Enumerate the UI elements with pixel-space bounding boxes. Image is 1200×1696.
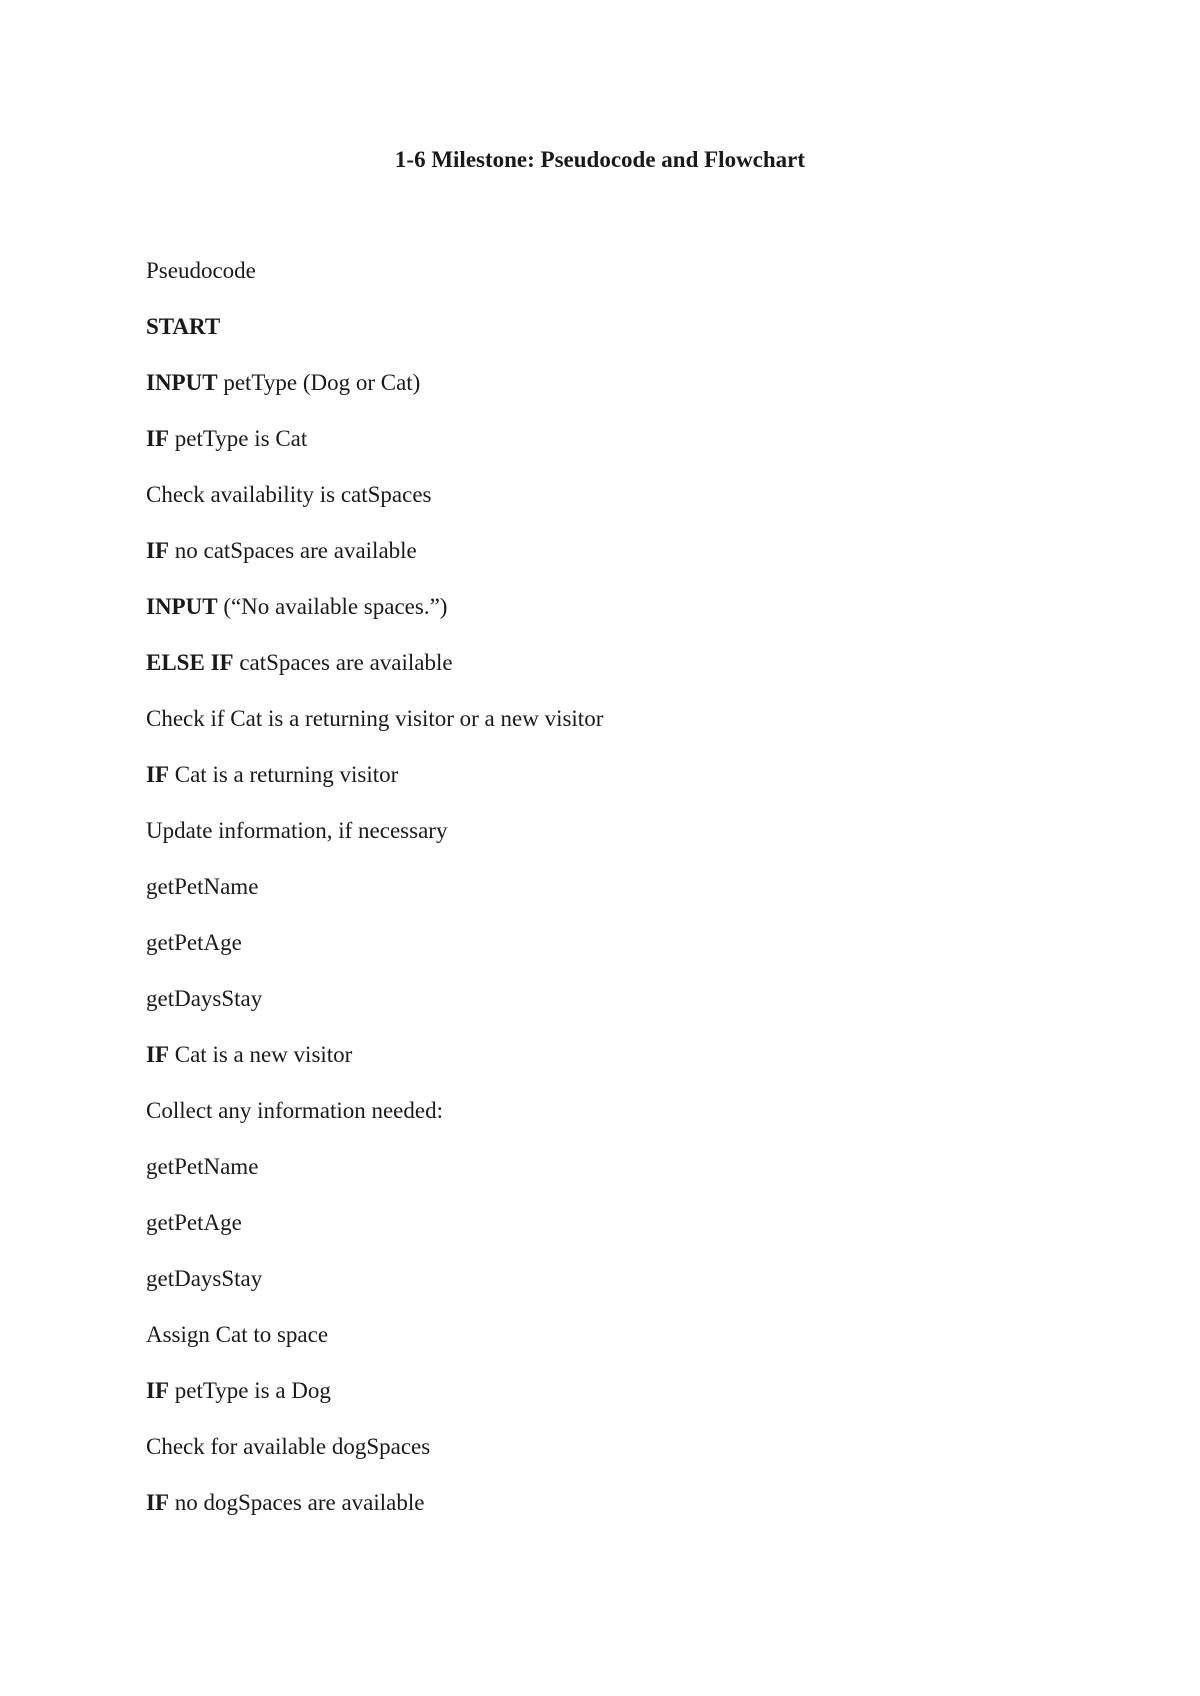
pseudocode-keyword: INPUT bbox=[146, 594, 218, 619]
pseudocode-text: Pseudocode bbox=[146, 258, 256, 283]
pseudocode-text: Assign Cat to space bbox=[146, 1322, 329, 1347]
pseudocode-text: getPetAge bbox=[146, 930, 242, 955]
pseudocode-text: Collect any information needed: bbox=[146, 1098, 443, 1123]
pseudocode-keyword: ELSE IF bbox=[146, 650, 234, 675]
pseudocode-line bbox=[146, 368, 1146, 424]
pseudocode-line bbox=[146, 1376, 1146, 1432]
pseudocode-line bbox=[146, 1208, 1146, 1264]
pseudocode-text: (“No available spaces.”) bbox=[217, 594, 448, 619]
document-title: 1-6 Milestone: Pseudocode and Flowchart bbox=[394, 147, 806, 172]
pseudocode-line bbox=[146, 1488, 1146, 1544]
pseudocode-text: Check if Cat is a returning visitor or a new visitor bbox=[146, 706, 604, 731]
pseudocode-line bbox=[146, 592, 1146, 648]
pseudocode-text: no dogSpaces are available bbox=[169, 1490, 425, 1515]
pseudocode-line bbox=[146, 424, 1146, 480]
pseudocode-line bbox=[146, 480, 1146, 536]
pseudocode-text: no catSpaces are available bbox=[169, 538, 417, 563]
pseudocode-line bbox=[146, 816, 1146, 872]
pseudocode-text: Check availability is catSpaces bbox=[146, 482, 432, 507]
pseudocode-text: Update information, if necessary bbox=[146, 818, 448, 843]
pseudocode-line bbox=[146, 760, 1146, 816]
pseudocode-line bbox=[146, 1040, 1146, 1096]
pseudocode-line bbox=[146, 872, 1146, 928]
pseudocode-text: getPetName bbox=[146, 1154, 259, 1179]
pseudocode-line bbox=[146, 1264, 1146, 1320]
pseudocode-keyword: IF bbox=[146, 1378, 169, 1403]
pseudocode-text: petType is a Dog bbox=[169, 1378, 331, 1403]
pseudocode-line bbox=[146, 984, 1146, 1040]
pseudocode-line bbox=[146, 256, 1146, 312]
pseudocode-text: getPetName bbox=[146, 874, 259, 899]
pseudocode-text: catSpaces are available bbox=[233, 650, 453, 675]
pseudocode-text: petType is Cat bbox=[169, 426, 308, 451]
pseudocode-line bbox=[146, 928, 1146, 984]
pseudocode-line bbox=[146, 536, 1146, 592]
pseudocode-line bbox=[146, 648, 1146, 704]
pseudocode-text: getDaysStay bbox=[146, 1266, 263, 1291]
pseudocode-text: Check for available dogSpaces bbox=[146, 1434, 431, 1459]
pseudocode-keyword: IF bbox=[146, 426, 169, 451]
pseudocode-line bbox=[146, 1096, 1146, 1152]
pseudocode-text: getDaysStay bbox=[146, 986, 263, 1011]
pseudocode-keyword: IF bbox=[146, 1490, 169, 1515]
pseudocode-keyword: START bbox=[146, 314, 221, 339]
pseudocode-keyword: INPUT bbox=[146, 370, 218, 395]
pseudocode-keyword: IF bbox=[146, 1042, 169, 1067]
pseudocode-text: getPetAge bbox=[146, 1210, 242, 1235]
pseudocode-line bbox=[146, 1152, 1146, 1208]
pseudocode-line bbox=[146, 312, 1146, 368]
pseudocode-line bbox=[146, 704, 1146, 760]
pseudocode-text: Cat is a new visitor bbox=[169, 1042, 353, 1067]
pseudocode-line bbox=[146, 1432, 1146, 1488]
pseudocode-body bbox=[146, 256, 1146, 1544]
pseudocode-keyword: IF bbox=[146, 762, 169, 787]
pseudocode-text: Cat is a returning visitor bbox=[169, 762, 399, 787]
pseudocode-keyword: IF bbox=[146, 538, 169, 563]
pseudocode-text: petType (Dog or Cat) bbox=[217, 370, 421, 395]
pseudocode-line bbox=[146, 1320, 1146, 1376]
